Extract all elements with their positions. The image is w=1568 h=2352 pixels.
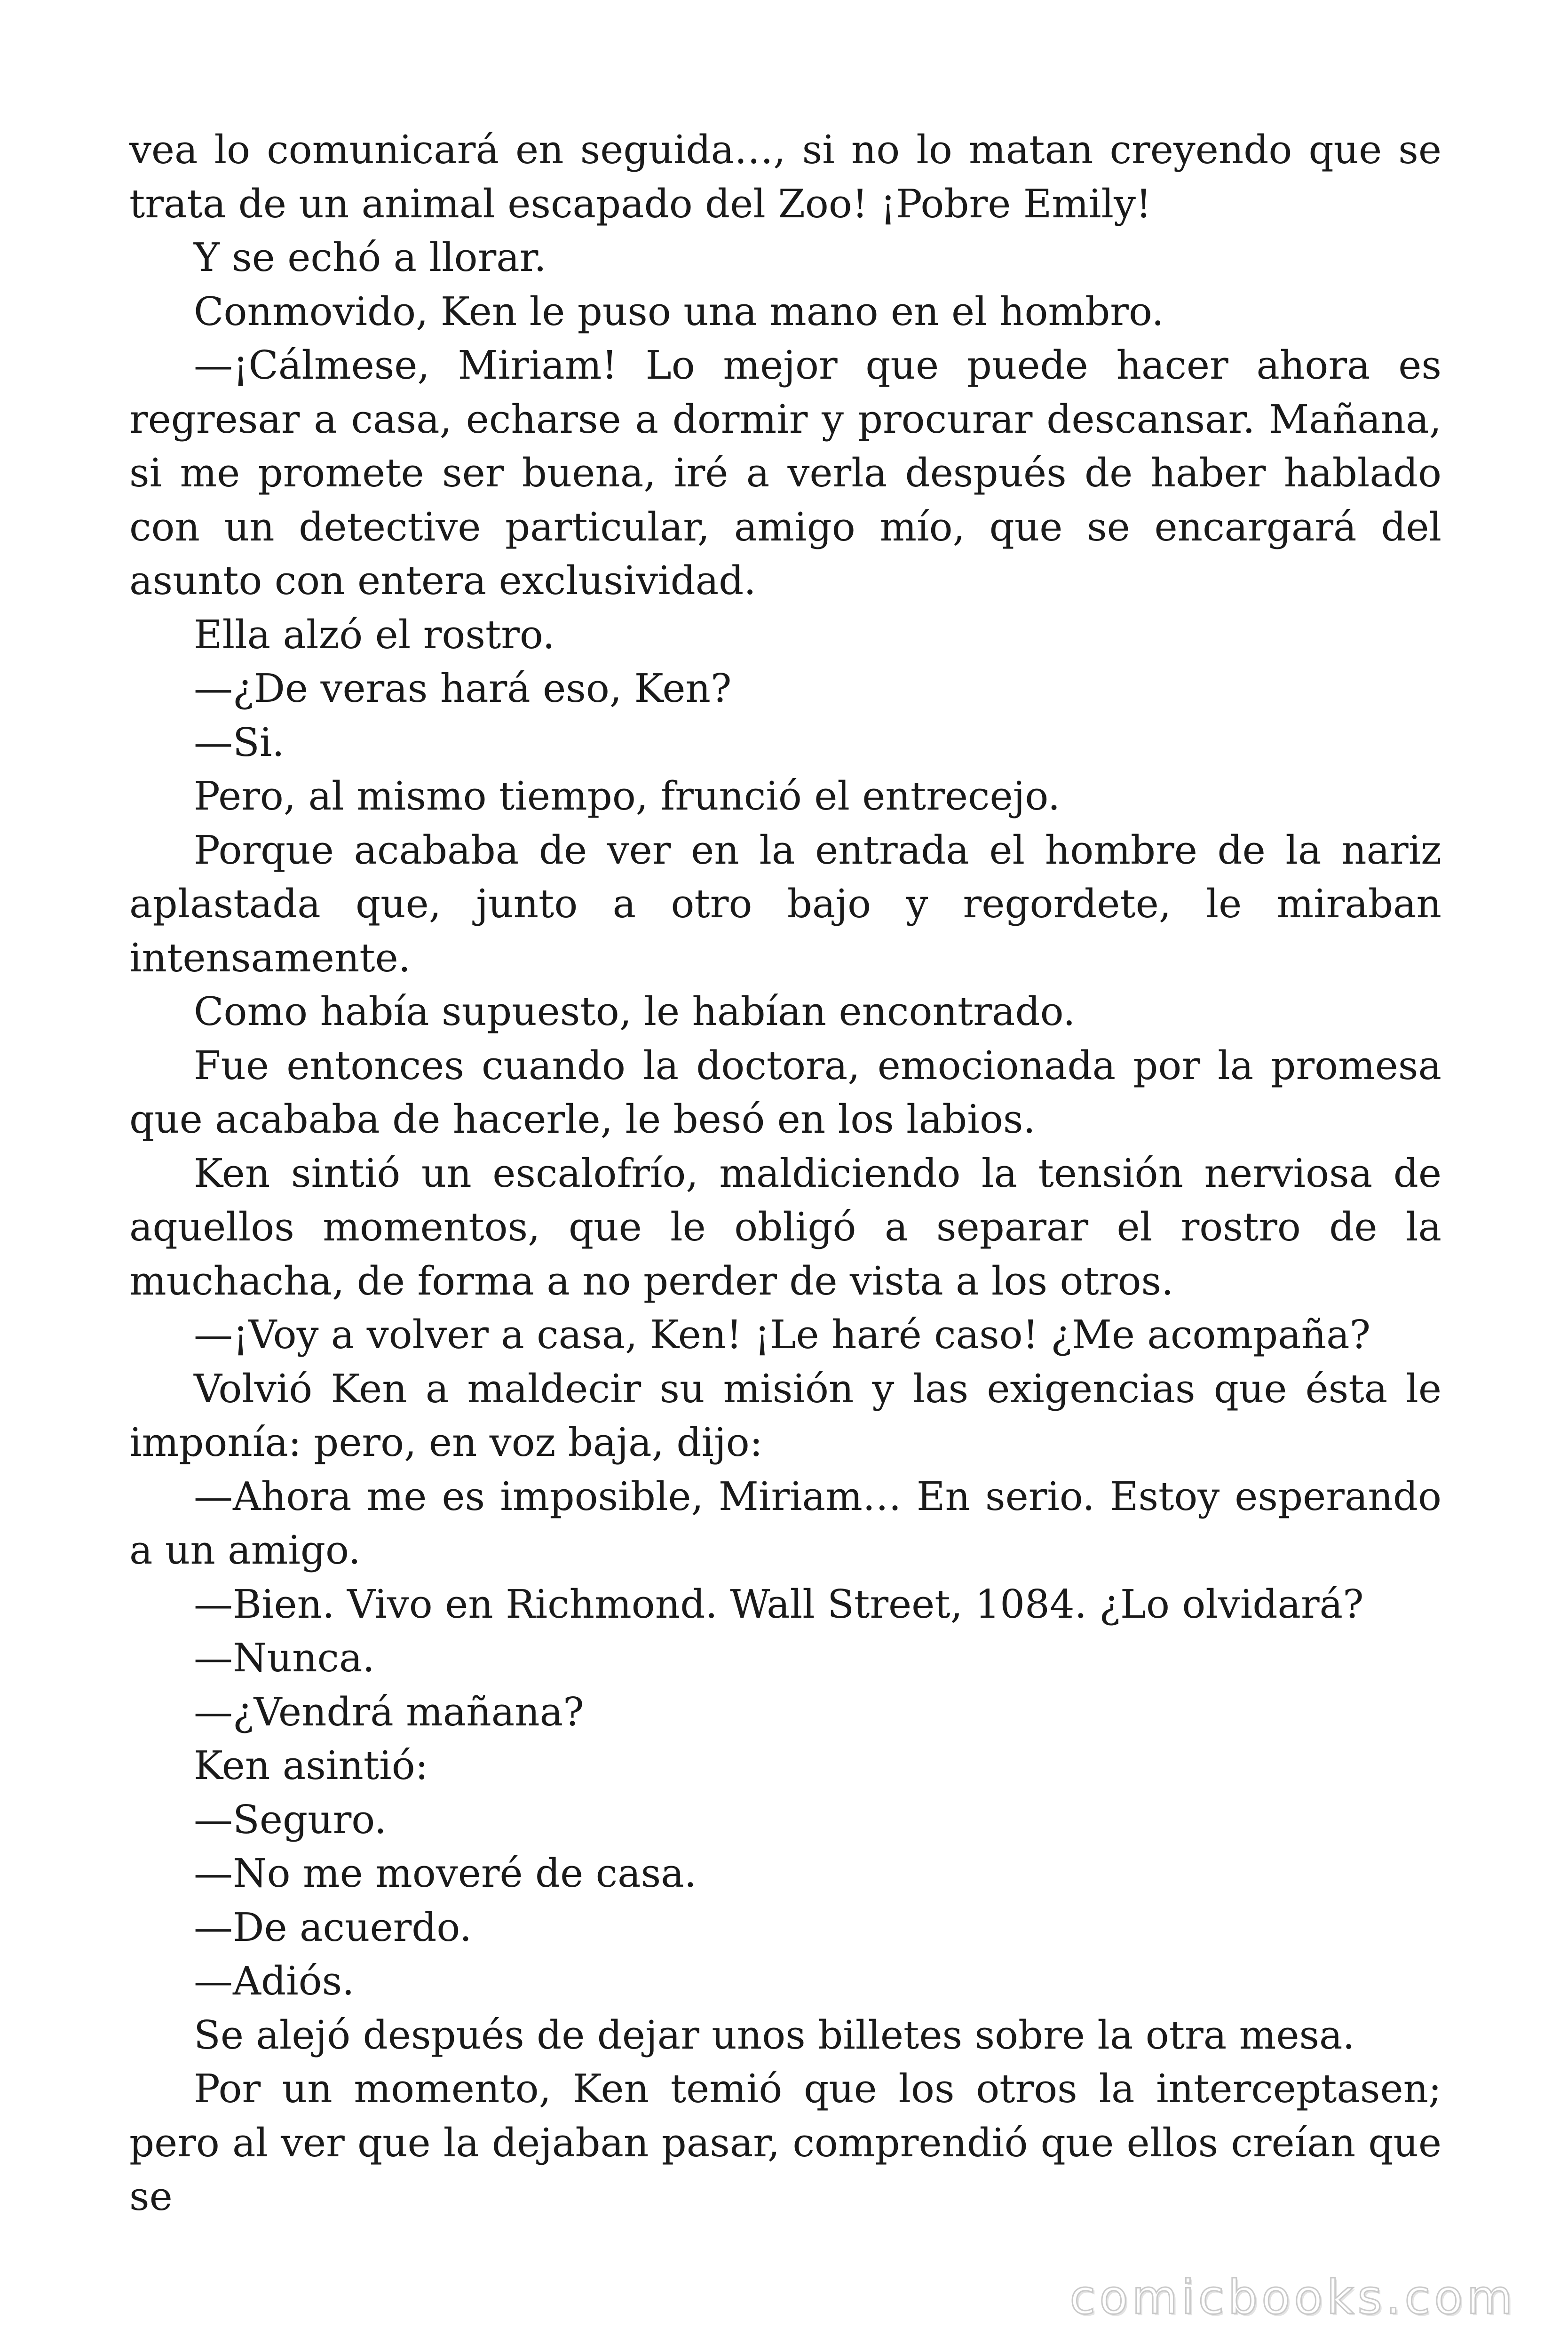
paragraph: Ella alzó el rostro. bbox=[194, 612, 555, 658]
paragraph: —Ahora me es imposible, Miriam… En serio. Estoy esperando a un amigo. bbox=[129, 1473, 1441, 1573]
paragraph: Por un momento, Ken temió que los otros la interceptasen; pero al ver que la dejaban pasar, comprendió que ellos creían que se bbox=[129, 2066, 1441, 2219]
paragraph: Volvió Ken a maldecir su misión y las exigencias que ésta le imponía: pero, en voz baja, dijo: bbox=[129, 1366, 1441, 1465]
paragraph: —Seguro. bbox=[194, 1796, 387, 1843]
paragraph: —De acuerdo. bbox=[194, 1904, 472, 1950]
paragraph: —Bien. Vivo en Richmond. Wall Street, 1084. ¿Lo olvidará? bbox=[194, 1581, 1364, 1627]
paragraph: —¡Cálmese, Miriam! Lo mejor que puede hacer ahora es regresar a casa, echarse a dormir y procurar descansar. Mañana, si me promete ser buena, iré a verla después de haber hablado con un detective particular, amigo mío, que se encargará del asunto con entera exclusividad. bbox=[129, 342, 1441, 604]
paragraph: Fue entonces cuando la doctora, emocionada por la promesa que acababa de hacerle, le besó en los labios. bbox=[129, 1042, 1441, 1142]
paragraph: —Si. bbox=[194, 719, 285, 765]
paragraph: Ken asintió: bbox=[194, 1743, 428, 1788]
paragraph: Se alejó después de dejar unos billetes sobre la otra mesa. bbox=[194, 2012, 1355, 2058]
paragraph: Como había supuesto, le habían encontrado. bbox=[194, 989, 1076, 1034]
paragraph: Pero, al mismo tiempo, frunció el entrecejo. bbox=[194, 773, 1061, 819]
watermark: comicbooks.com bbox=[1069, 2270, 1516, 2325]
paragraph: —Nunca. bbox=[194, 1635, 375, 1681]
paragraph: —¿De veras hará eso, Ken? bbox=[194, 666, 732, 711]
paragraph: —¿Vendrá mañana? bbox=[194, 1689, 584, 1735]
paragraph: Y se echó a llorar. bbox=[194, 235, 546, 280]
paragraph: Ken sintió un escalofrío, maldiciendo la tensión nerviosa de aquellos momentos, que le obligó a separar el rostro de la muchacha, de forma a no perder de vista a los otros. bbox=[129, 1150, 1441, 1304]
paragraph: vea lo comunicará en seguida…, si no lo matan creyendo que se trata de un animal escapado del Zoo! ¡Pobre Emily! bbox=[129, 127, 1441, 227]
paragraph: —No me moveré de casa. bbox=[194, 1851, 697, 1896]
paragraph: —Adiós. bbox=[194, 1958, 355, 2004]
body-text bbox=[129, 123, 1441, 2224]
paragraph: —¡Voy a volver a casa, Ken! ¡Le haré caso! ¿Me acompaña? bbox=[194, 1312, 1371, 1358]
paragraph: Conmovido, Ken le puso una mano en el hombro. bbox=[194, 288, 1164, 334]
paragraph: Porque acababa de ver en la entrada el hombre de la nariz aplastada que, junto a otro bajo y regordete, le miraban intensamente. bbox=[129, 827, 1441, 981]
